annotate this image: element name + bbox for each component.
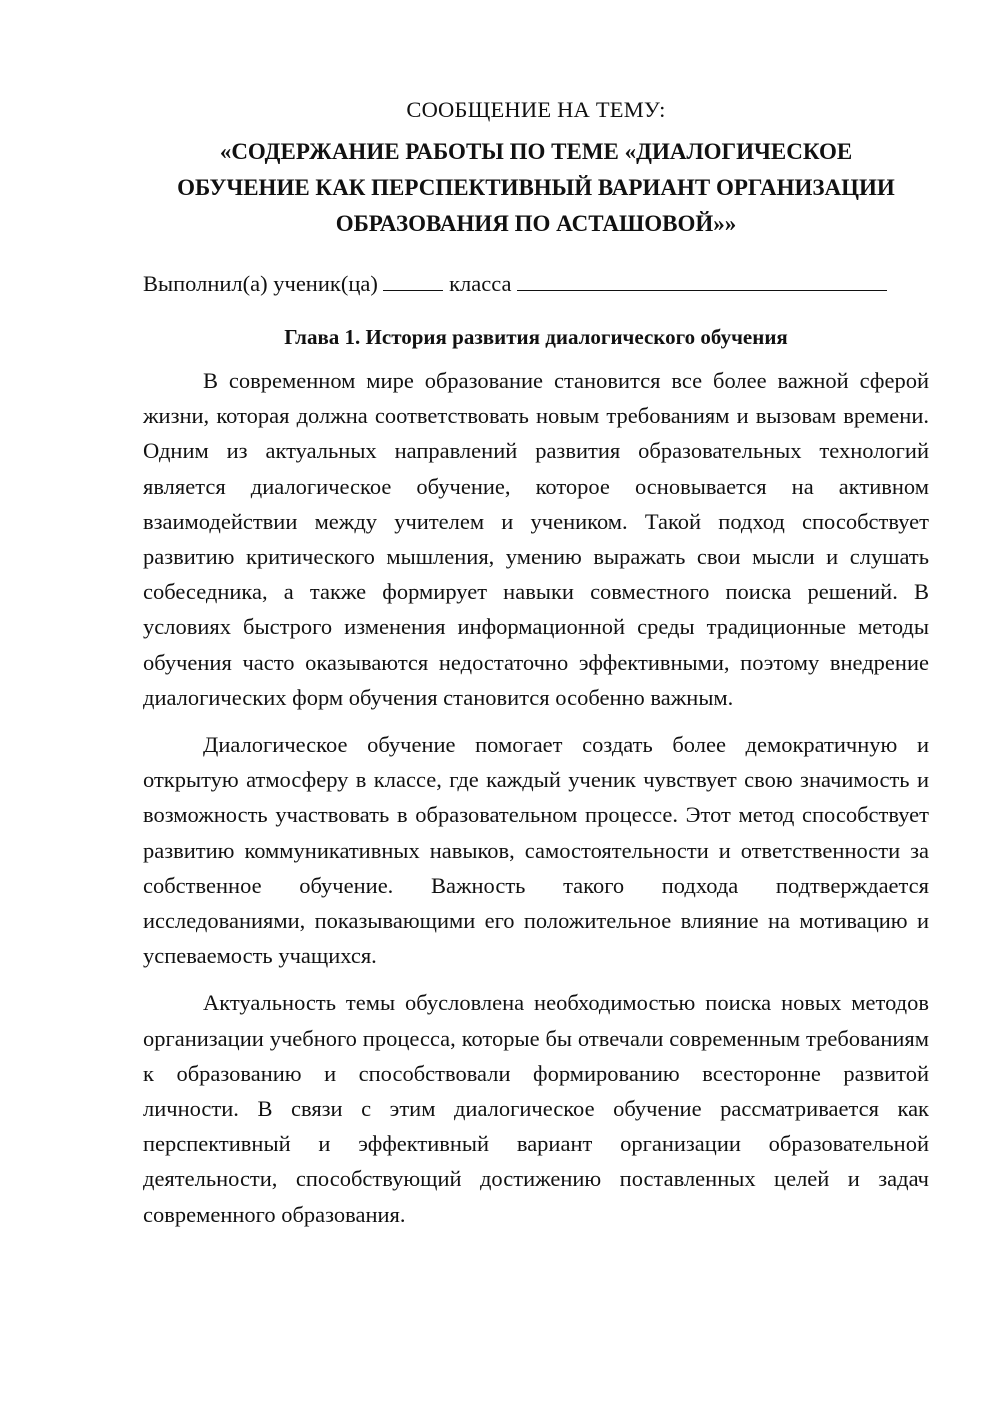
- chapter-heading: Глава 1. История развития диалогического обучения: [284, 325, 788, 349]
- document-title: [131, 134, 941, 242]
- class-blank: [517, 270, 887, 291]
- title-line-2: ОБУЧЕНИЕ КАК ПЕРСПЕКТИВНЫЙ ВАРИАНТ ОРГАНИЗАЦИИ: [177, 175, 895, 200]
- author-prefix: Выполнил(а) ученик(ца): [143, 271, 378, 296]
- author-middle: класса: [449, 271, 512, 296]
- top-heading: СООБЩЕНИЕ НА ТЕМУ:: [406, 97, 666, 122]
- paragraph-3: Актуальность темы обусловлена необходимостью поиска новых методов организации учебного процесса, которые бы отвечали современным требованиям к образованию и способствовали формированию всесторонне развитой личности. В связи с этим диалогическое обучение рассматривается как перспективный и эффективный вариант организации образовательной деятельности, способствующий достижению поставленных целей и задач современного образования.: [143, 990, 929, 1227]
- paragraph-1: В современном мире образование становится все более важной сферой жизни, которая должна соответствовать новым требованиям и вызовам времени. Одним из актуальных направлений развития образовательных технологий является диалогическое обучение, которое основывается на активном взаимодействии между учителем и учеником. Такой подход способствует развитию критического мышления, умению выражать свои мысли и слушать собеседника, а также формирует навыки совместного поиска решений. В условиях быстрого изменения информационной среды традиционные методы обучения часто оказываются недостаточно эффективными, поэтому внедрение диалогических форм обучения становится особенно важным.: [143, 368, 929, 710]
- document-page: [143, 92, 929, 1244]
- title-line-3: ОБРАЗОВАНИЯ ПО АСТАШОВОЙ»»: [335, 211, 737, 236]
- grade-blank: [383, 270, 443, 291]
- paragraph-2: Диалогическое обучение помогает создать более демократичную и открытую атмосферу в классе, где каждый ученик чувствует свою значимость и возможность участвовать в образовательном процессе. Этот метод способствует развитию коммуникативных навыков, самостоятельности и ответственности за собственное обучение. Важность такого подхода подтверждается исследованиями, показывающими его положительное влияние на мотивацию и успеваемость учащихся.: [143, 732, 929, 969]
- author-line: [143, 266, 929, 301]
- title-line-1: «СОДЕРЖАНИЕ РАБОТЫ ПО ТЕМЕ «ДИАЛОГИЧЕСКОЕ: [219, 139, 853, 164]
